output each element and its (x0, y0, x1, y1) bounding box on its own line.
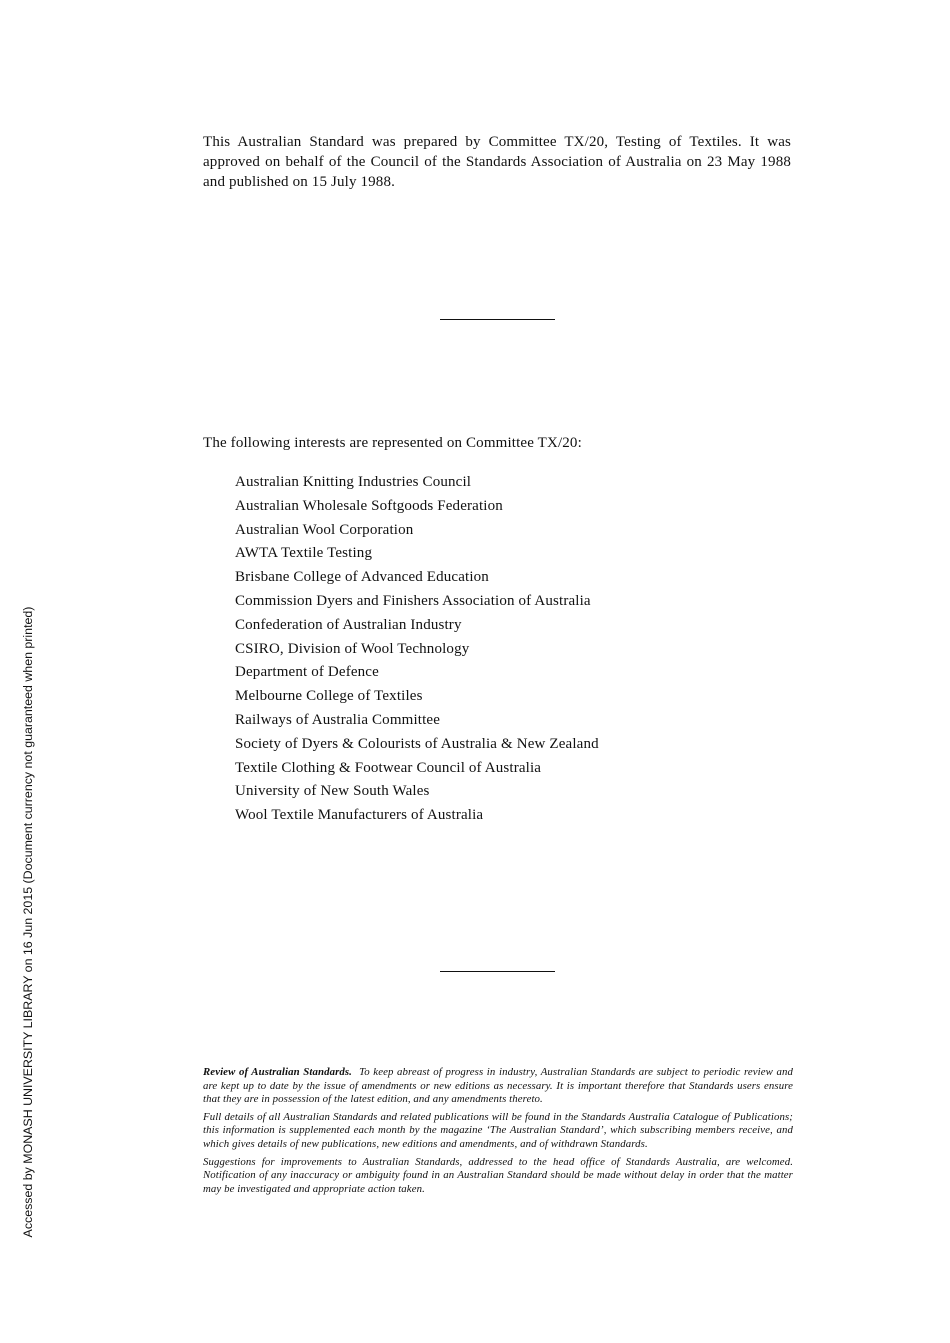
committee-member: AWTA Textile Testing (235, 545, 373, 562)
committee-member: Railways of Australia Committee (235, 711, 441, 728)
committee-member: Textile Clothing & Footwear Council of Australia (235, 759, 542, 776)
review-paragraph-1 (203, 1066, 793, 1107)
review-paragraph-2: Full details of all Australian Standards and related publications will be found in the Standards Australia Catalogue of Publications; this information is supplemented each month by the magazine ‘The Australian Standard’, which subscribing members receive, and which gives details of new publications, new editions and amendments, and of withdrawn Standards. (203, 1110, 793, 1150)
review-notice (203, 1066, 793, 1200)
committee-member: Wool Textile Manufacturers of Australia (235, 807, 484, 824)
committee-member: Australian Wool Corporation (235, 521, 414, 538)
section-divider-top (440, 319, 555, 320)
review-text-1: To keep abreast of progress in industry, Australian Standards are subject to periodic review and are kept up to date by the issue of amendments or new editions as necessary. It is important therefore that Standards users ensure that they are in possession of the latest edition, and any amendments thereto. (203, 1066, 793, 1106)
review-lead: Review of Australian Standards. (203, 1066, 352, 1078)
committee-member: Australian Knitting Industries Council (235, 474, 472, 490)
committee-member: CSIRO, Division of Wool Technology (235, 640, 470, 657)
committee-member: Australian Wholesale Softgoods Federation (235, 497, 503, 514)
committee-member: Society of Dyers & Colourists of Australia & New Zealand (235, 735, 599, 752)
committee-heading: The following interests are represented on Committee TX/20: (203, 435, 582, 451)
committee-member: Melbourne College of Textiles (235, 688, 423, 705)
committee-member: Commission Dyers and Finishers Association of Australia (235, 592, 591, 609)
committee-member: Confederation of Australian Industry (235, 616, 462, 633)
committee-member: University of New South Wales (235, 783, 430, 800)
committee-member: Department of Defence (235, 664, 379, 681)
committee-member: Brisbane College of Advanced Education (235, 569, 489, 586)
preface-paragraph: This Australian Standard was prepared by Committee TX/20, Testing of Textiles. It was approved on behalf of the Council of the Standards Association of Australia on 23 May 1988 and published on 15 July 1988. (203, 134, 791, 190)
committee-member-list (235, 471, 599, 828)
section-divider-bottom (440, 971, 555, 972)
review-paragraph-3: Suggestions for improvements to Australian Standards, addressed to the head office of Standards Australia, are welcomed. Notification of any inaccuracy or ambiguity found in an Australian Standard should be made without delay in order that the matter may be investigated and appropriate action taken. (203, 1155, 793, 1195)
access-watermark: Accessed by MONASH UNIVERSITY LIBRARY on 16 Jun 2015 (Document currency not guaranteed when printed) (21, 606, 35, 1238)
